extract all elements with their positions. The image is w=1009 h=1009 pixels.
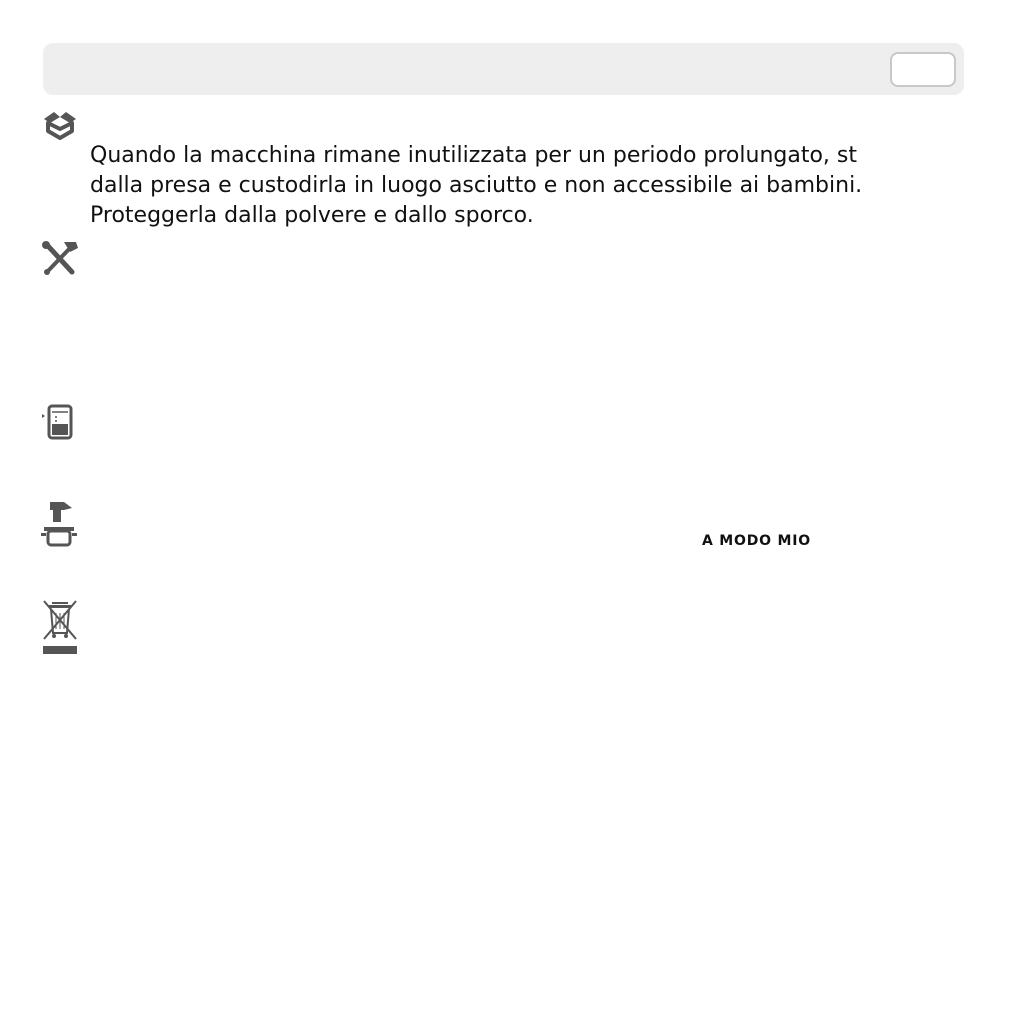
water-tank-icon — [40, 404, 76, 440]
page-number-tab — [890, 52, 956, 87]
brand-name: A MODO MIO — [702, 533, 811, 549]
open-box-icon — [40, 109, 80, 143]
storage-instructions — [90, 141, 910, 231]
header-bar — [43, 43, 964, 95]
text-line: Proteggerla dalla polvere e dallo sporco. — [90, 203, 534, 228]
coffee-dispense-icon — [40, 500, 82, 552]
crossed-bin-icon — [40, 599, 80, 657]
text-line: dalla presa e custodirla in luogo asciutto e non accessibile ai bambini. — [90, 173, 863, 198]
text-line: Quando la macchina rimane inutilizzata per un periodo prolungato, st — [90, 143, 857, 168]
tools-icon — [40, 240, 80, 278]
